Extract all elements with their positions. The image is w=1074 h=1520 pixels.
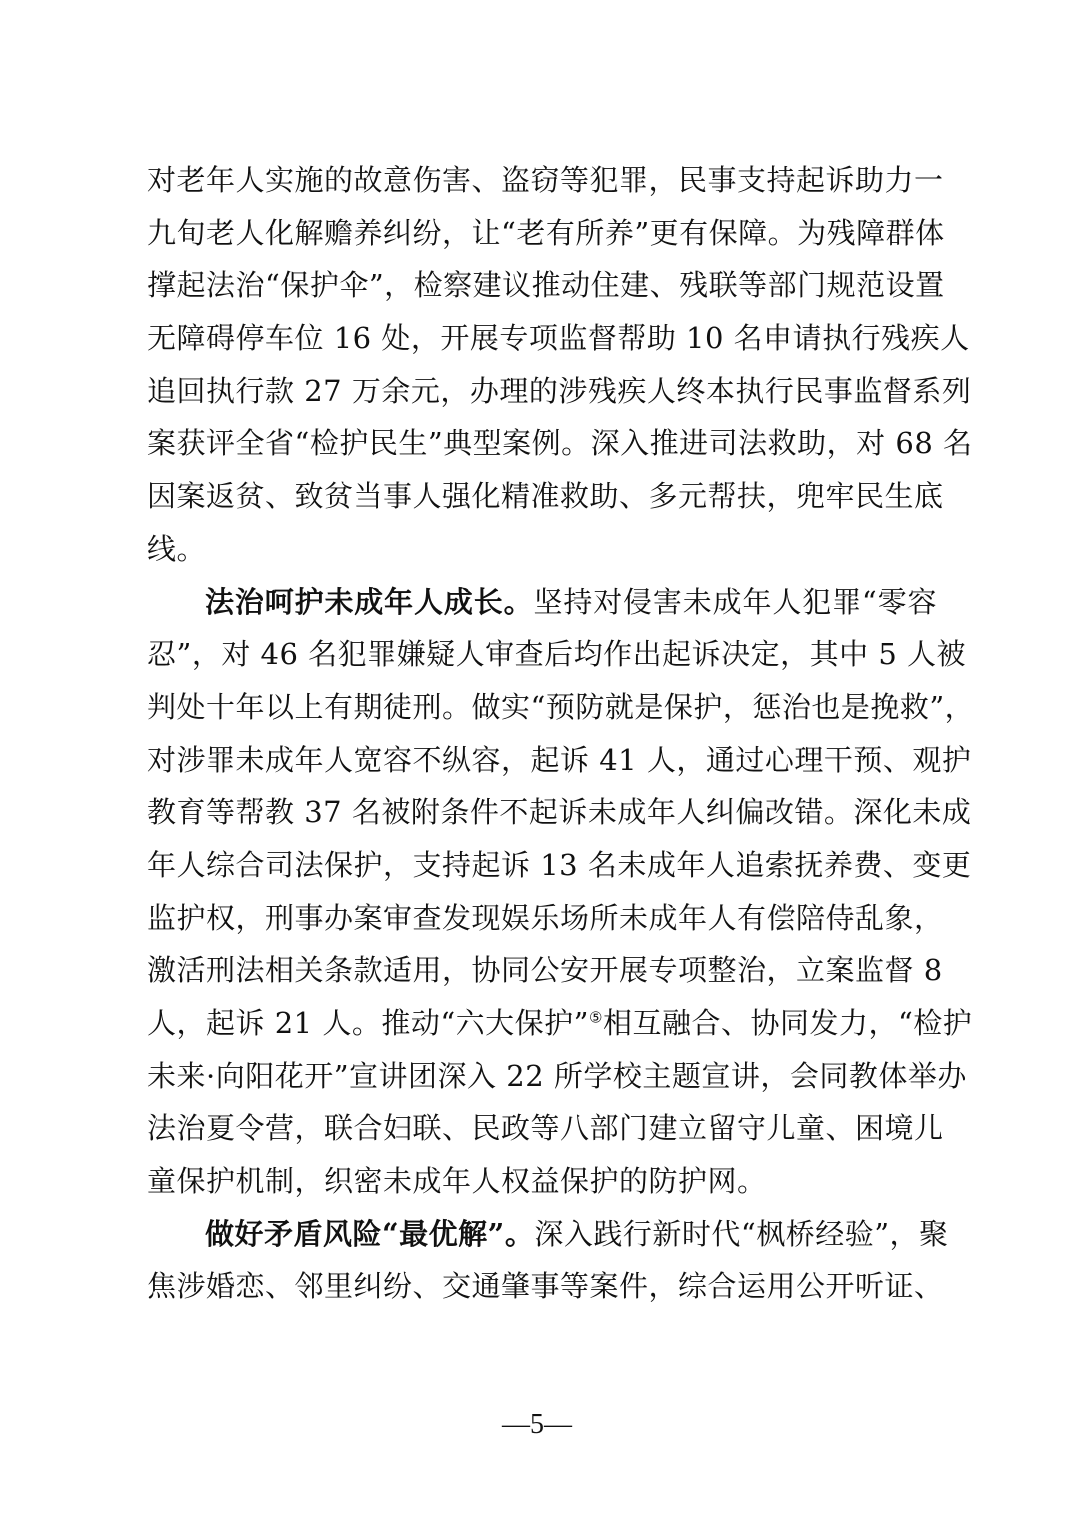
text-run: 相互融合、协同发力，“检护 xyxy=(602,1006,973,1040)
footnote-marker: ⑤ xyxy=(589,1008,603,1027)
body-text xyxy=(147,154,975,1313)
text-line: 无障碍停车位 16 处，开展专项监督帮助 10 名申请执行残疾人 xyxy=(147,321,970,356)
text-line: 法治夏令营，联合妇联、民政等八部门建立留守儿童、困境儿 xyxy=(147,1111,944,1146)
text-line: 激活刑法相关条款适用，协同公安开展专项整治，立案监督 8 xyxy=(147,953,943,988)
text-line: 童保护机制，织密未成年人权益保护的防护网。 xyxy=(147,1164,767,1199)
text-line: 焦涉婚恋、邻里纠纷、交通肇事等案件，综合运用公开听证、 xyxy=(147,1269,944,1304)
text-line: 忍”，对 46 名犯罪嫌疑人审查后均作出起诉决定，其中 5 人被 xyxy=(147,637,967,672)
text-line: 撑起法治“保护伞”，检察建议推动住建、残联等部门规范设置 xyxy=(147,268,945,303)
text-line: 追回执行款 27 万余元，办理的涉残疾人终本执行民事监督系列 xyxy=(147,373,972,408)
section-heading: 法治呵护未成年人成长。 xyxy=(205,584,534,619)
text-line: 因案返贫、致贫当事人强化精准救助、多元帮扶，兜牢民生底 xyxy=(147,479,944,514)
text-line: 教育等帮教 37 名被附条件不起诉未成年人纠偏改错。深化未成 xyxy=(147,795,972,830)
text-line: 未来·向阳花开”宣讲团深入 22 所学校主题宣讲，会同教体举办 xyxy=(147,1058,967,1093)
text-line: 案获评全省“检护民生”典型案例。深入推进司法救助，对 68 名 xyxy=(147,426,973,461)
paragraph-first-line xyxy=(147,576,937,629)
text-line: 线。 xyxy=(147,531,207,566)
text-run: 人，起诉 21 人。推动“六大保护” xyxy=(147,1006,589,1040)
text-run: 深入践行新时代“枫桥经验”，聚 xyxy=(534,1216,949,1251)
paragraph-first-line xyxy=(147,1208,949,1261)
text-line: 监护权，刑事办案审查发现娱乐场所未成年人有偿陪侍乱象， xyxy=(147,900,944,935)
text-line-with-footnote xyxy=(147,997,973,1050)
text-line: 九旬老人化解赡养纠纷，让“老有所养”更有保障。为残障群体 xyxy=(147,215,945,250)
text-line: 判处十年以上有期徒刑。做实“预防就是保护，惩治也是挽救”， xyxy=(147,689,975,724)
text-run: 坚持对侵害未成年人犯罪“零容 xyxy=(533,584,937,619)
page-number: —5— xyxy=(502,1409,572,1440)
text-line: 对涉罪未成年人宽容不纵容，起诉 41 人，通过心理干预、观护 xyxy=(147,742,972,777)
text-line: 年人综合司法保护，支持起诉 13 名未成年人追索抚养费、变更 xyxy=(147,847,972,882)
text-line: 对老年人实施的故意伤害、盗窃等犯罪，民事支持起诉助力一 xyxy=(147,163,944,197)
section-heading: 做好矛盾风险“最优解”。 xyxy=(205,1216,535,1251)
